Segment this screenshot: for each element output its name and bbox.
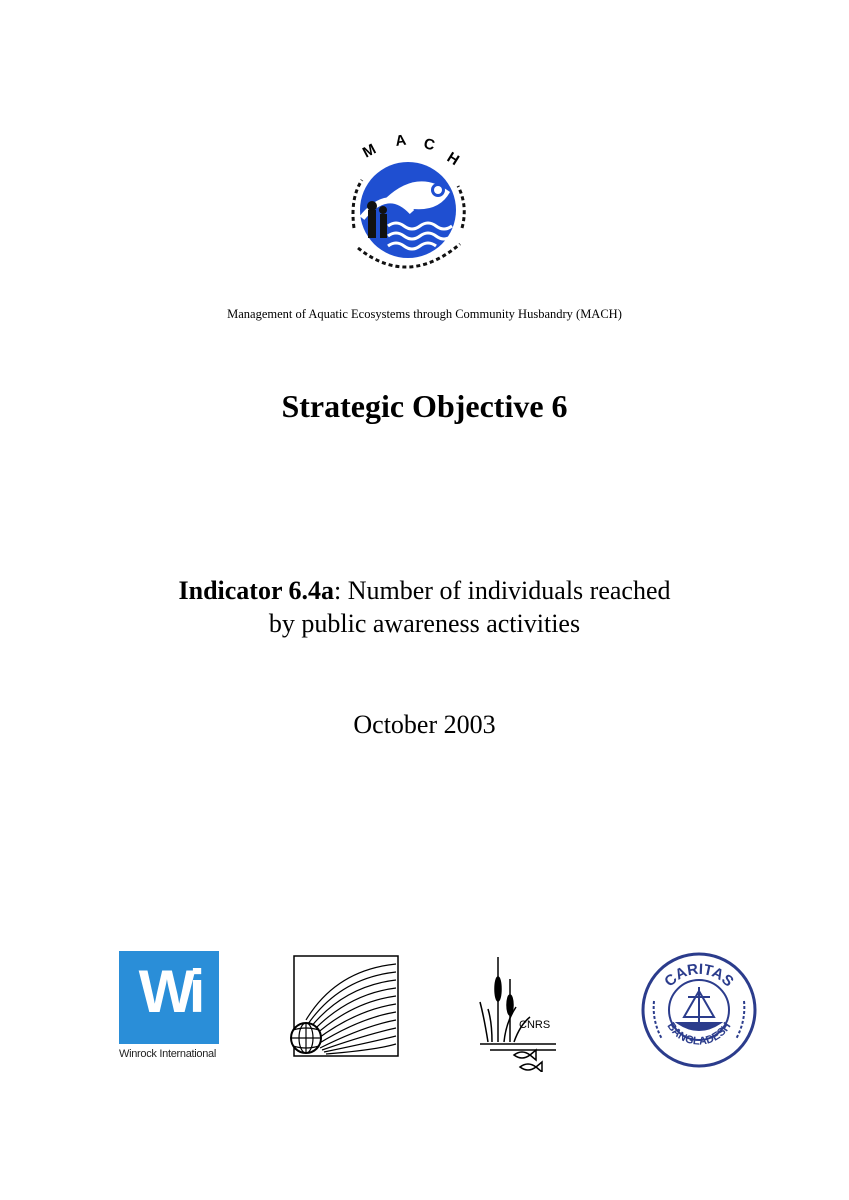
svg-text:C: C <box>422 135 437 155</box>
indicator-text <box>0 574 849 640</box>
svg-text:H: H <box>443 148 463 170</box>
winrock-caption: Winrock International <box>119 1048 217 1060</box>
document-date: October 2003 <box>353 710 496 739</box>
organization-line: Management of Aquatic Ecosystems through Community Husbandry (MACH) <box>227 307 622 321</box>
reed-fish-icon <box>470 947 560 1072</box>
indicator-line-1 <box>0 574 849 607</box>
caritas-seal-icon <box>640 951 758 1069</box>
indicator-line-2: by public awareness activities <box>268 609 581 638</box>
winrock-logo <box>119 951 220 1066</box>
svg-text:CARITAS: CARITAS <box>661 960 737 991</box>
cnrs-logo <box>470 947 560 1072</box>
indicator-description-1: : Number of individuals reached <box>334 576 671 605</box>
svg-text:BANGLADESH: BANGLADESH <box>664 1020 734 1048</box>
winrock-mark: Wi <box>138 958 200 1025</box>
svg-text:A: A <box>394 131 408 150</box>
mach-fish-wave-icon <box>328 128 488 288</box>
winrock-mark-box <box>119 951 219 1044</box>
caritas-logo <box>640 951 758 1069</box>
mach-logo <box>328 128 488 288</box>
svg-text:M: M <box>359 140 379 162</box>
globe-lines-icon <box>286 950 400 1058</box>
globe-lines-logo <box>286 950 400 1058</box>
indicator-label: Indicator 6.4a <box>178 576 335 605</box>
document-title: Strategic Objective 6 <box>281 388 568 424</box>
cnrs-label: CNRS <box>519 1019 551 1031</box>
